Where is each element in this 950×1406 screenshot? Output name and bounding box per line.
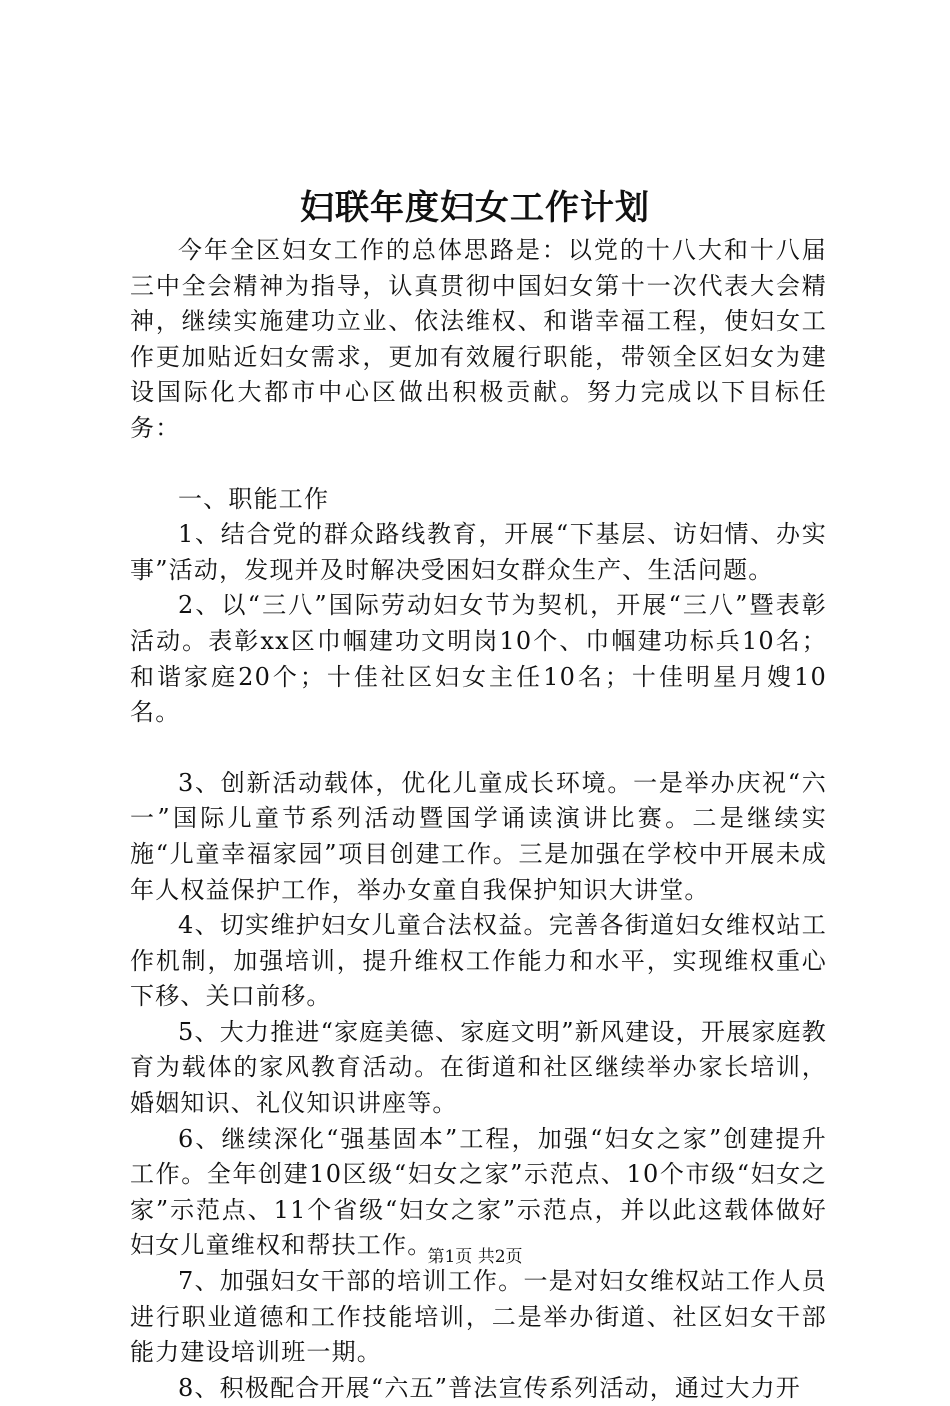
intro-paragraph: 今年全区妇女工作的总体思路是：以党的十八大和十八届三中全会精神为指导，认真贯彻中国妇女第十一次代表大会精神，继续实施建功立业、依法维权、和谐幸福工程，使妇女工作更加贴近妇女需求，更加有效履行职能，带领全区妇女为建设国际化大都市中心区做出积极贡献。努力完成以下目标任务：	[130, 236, 827, 442]
item-paragraph-4: 4、切实维护妇女儿童合法权益。完善各街道妇女维权站工作机制，加强培训，提升维权工作能力和水平，实现维权重心下移、关口前移。	[130, 911, 827, 1011]
document-title: 妇联年度妇女工作计划	[300, 188, 650, 228]
item-paragraph-1: 1、结合党的群众路线教育，开展“下基层、访妇情、办实事”活动，发现并及时解决受困妇女群众生产、生活问题。	[130, 520, 827, 584]
page-footer: 第1页 共2页	[427, 1247, 523, 1267]
item-paragraph-6: 6、继续深化“强基固本”工程，加强“妇女之家”创建提升工作。全年创建10区级“妇女之家”示范点、10个市级“妇女之家”示范点、11个省级“妇女之家”示范点，并以此这载体做好妇女儿童维权和帮扶工作。	[130, 1124, 827, 1260]
section-heading: 一、职能工作	[178, 484, 330, 513]
item-paragraph-3: 3、创新活动载体，优化儿童成长环境。一是举办庆祝“六一”国际儿童节系列活动暨国学诵读演讲比赛。二是继续实施“儿童幸福家园”项目创建工作。三是加强在学校中开展未成年人权益保护工作，举办女童自我保护知识大讲堂。	[130, 768, 827, 904]
item-paragraph-7: 7、加强妇女干部的培训工作。一是对妇女维权站工作人员进行职业道德和工作技能培训，二是举办街道、社区妇女干部能力建设培训班一期。	[130, 1267, 827, 1367]
item-paragraph-2: 2、以“三八”国际劳动妇女节为契机，开展“三八”暨表彰活动。表彰xx区巾帼建功文明岗10个、巾帼建功标兵10名；和谐家庭20个；十佳社区妇女主任10名；十佳明星月嫂10名。	[130, 591, 827, 727]
item-paragraph-8: 8、积极配合开展“六五”普法宣传系列活动，通过大力开	[178, 1373, 802, 1402]
item-paragraph-5: 5、大力推进“家庭美德、家庭文明”新风建设，开展家庭教育为载体的家风教育活动。在街道和社区继续举办家长培训，婚姻知识、礼仪知识讲座等。	[130, 1017, 827, 1118]
document-body	[130, 233, 827, 1406]
